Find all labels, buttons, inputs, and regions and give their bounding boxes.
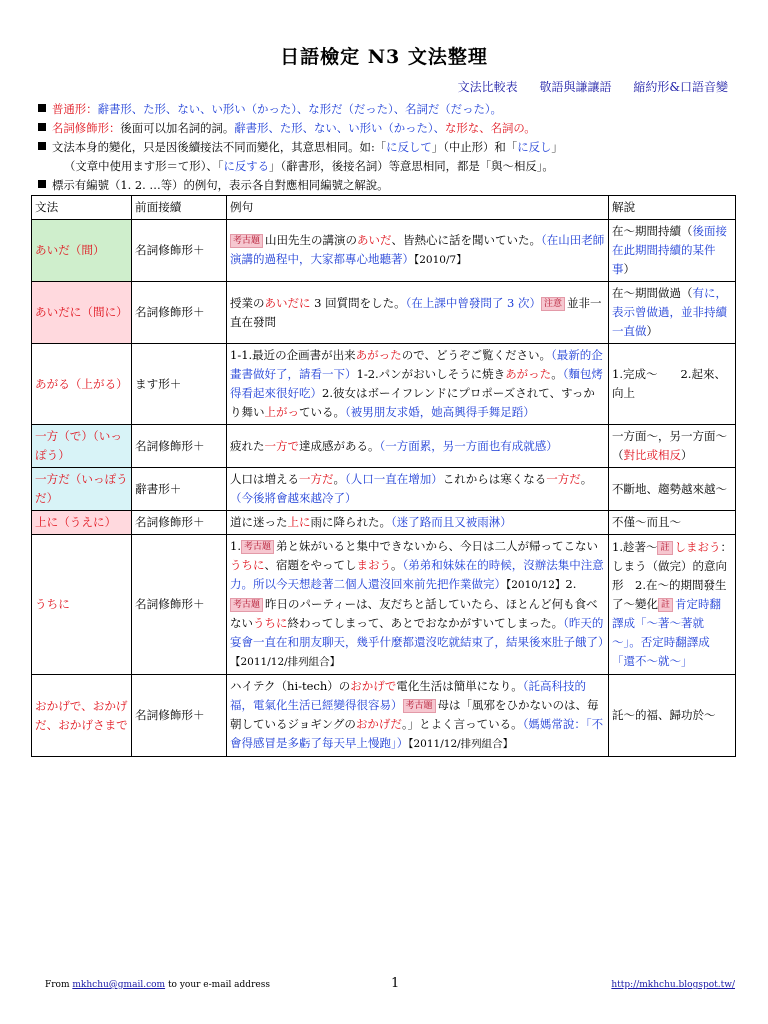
- table-row: [32, 468, 736, 511]
- table-row: [32, 344, 736, 425]
- example-text: 一方だ: [546, 472, 581, 486]
- grammar-cell: おかげで、おかげだ、おかげさまで: [32, 675, 132, 757]
- square-bullet-icon: [38, 123, 46, 131]
- explanation-cell: [609, 425, 736, 468]
- footer-suffix: to your e-mail address: [165, 980, 270, 990]
- explanation-text: ：しまう（做完）的意向形 2.在～的期間發生了～變化: [612, 540, 732, 611]
- example-cell: [227, 535, 609, 675]
- example-text: 並非一直在發問: [230, 295, 602, 329]
- example-text: （迷了路而且又被雨淋）: [391, 515, 512, 529]
- example-cell: [227, 511, 609, 535]
- note-item: [38, 138, 738, 157]
- example-text: 。: [580, 472, 593, 486]
- link-grammar-compare[interactable]: 文法比較表: [457, 80, 518, 94]
- example-text: 疲れた: [230, 438, 265, 453]
- grammar-cell: あいだ（間）: [32, 220, 132, 282]
- note-text: 名詞修飾形：: [52, 121, 121, 135]
- grammar-cell: うちに: [32, 535, 132, 675]
- grammar-cell: 上に（うえに）: [32, 511, 132, 535]
- link-honorifics[interactable]: 敬語與謙讓語: [539, 80, 612, 94]
- example-text: （弟弟和妹妹在的時候，沒辦法集中注意力。所以今天想趁著二個人還沒回來前先把作業做完）: [230, 558, 604, 591]
- note-text: （文章中使用ます形＝て形）、「: [64, 159, 224, 173]
- table-row: [32, 511, 736, 535]
- explanation-cell: [609, 675, 736, 757]
- example-text: 1-1.最近の企画書が出来: [230, 348, 356, 362]
- explanation-text: ）: [681, 448, 693, 462]
- example-cell: [227, 220, 609, 282]
- note-item: [38, 100, 738, 119]
- example-text: 1-2.パンがおいしそうに焼き: [356, 367, 506, 381]
- explanation-text: ）: [623, 262, 635, 276]
- explanation-cell: [609, 220, 736, 282]
- example-text: あがった: [355, 348, 402, 362]
- example-text: 人口は増える: [230, 472, 299, 486]
- note-text: 辭書形、た形、ない、い形い（かった）、: [234, 121, 446, 135]
- example-cell: [227, 468, 609, 511]
- table-row: [32, 282, 736, 344]
- note-text: 後面可以加名詞的詞。: [120, 121, 235, 135]
- table-row: [32, 675, 736, 757]
- example-text: これからは寒くなる: [442, 472, 547, 486]
- label-badge: 考古題: [403, 699, 436, 713]
- table-row: [32, 535, 736, 675]
- label-badge: 注意: [541, 297, 565, 311]
- example-text: まおう: [356, 558, 391, 572]
- note-item: [38, 119, 738, 138]
- explanation-text: 肯定時翻譯成「～著～著就～」。否定時翻譯成「還不～就～」: [612, 597, 722, 668]
- example-text: 一方だ: [299, 472, 334, 486]
- grammar-cell: 一方だ（いっぽうだ）: [32, 468, 132, 511]
- example-text: （在山田老師演講的過程中，大家都專心地聽著）: [230, 233, 605, 266]
- example-text: 2.: [565, 577, 577, 591]
- explanation-cell: [609, 468, 736, 511]
- example-text: 。: [391, 558, 403, 572]
- example-text: おかげだ: [355, 717, 402, 731]
- footer-left: [45, 980, 270, 990]
- example-text: 、皆熱心に話を聞いていた。: [391, 233, 542, 247]
- connection-cell: 辭書形＋: [132, 468, 227, 511]
- square-bullet-icon: [38, 142, 46, 150]
- example-text: （最新的企畫書做好了，請看一下）: [230, 348, 603, 381]
- example-text: （人口一直在增加）: [345, 472, 443, 486]
- explanation-text: 後面接在此期間持續的某件事: [612, 224, 727, 276]
- label-badge: 註: [657, 541, 672, 555]
- example-text: おかげで: [350, 679, 397, 693]
- note-text: 」（辭書形，後接名詞）等意思相同，都是「與～相反」。: [269, 159, 554, 173]
- explanation-cell: [609, 282, 736, 344]
- connection-cell: 名詞修飾形＋: [132, 220, 227, 282]
- explanation-text: 有に，表示曾做過，並非持續一直做: [612, 286, 727, 338]
- grammar-cell: 一方（で）（いっぽう）: [32, 425, 132, 468]
- example-text: 電化生活は簡単になり。: [396, 679, 523, 693]
- label-badge: 考古題: [230, 234, 263, 248]
- grammar-table: [31, 195, 736, 757]
- explanation-text: 不斷地、趨勢越來越～: [612, 481, 727, 496]
- header-connection: 前面接續: [132, 196, 227, 220]
- header-grammar: 文法: [32, 196, 132, 220]
- example-text: （一方面累，另一方面也有成就感）: [379, 438, 558, 453]
- example-text: 。: [551, 367, 563, 381]
- example-cell: [227, 282, 609, 344]
- example-text: 上に: [287, 515, 311, 529]
- note-text: に反する: [223, 159, 270, 173]
- note-text: 辭書形、た形、ない、い形い（かった）、な形だ（だった）、名詞だ（だった）。: [97, 102, 502, 116]
- example-text: うちに: [230, 558, 265, 572]
- example-text: 昨日のパーティーは、友だちと話していたら、ほとんど何も食べない: [230, 597, 598, 630]
- example-text: 。」とよく言っている。: [401, 717, 523, 731]
- example-text: 。: [333, 472, 345, 486]
- explanation-cell: [609, 535, 736, 675]
- table-row: [32, 425, 736, 468]
- example-text: （昨天的宴會一直在和朋友聊天，幾乎什麼都還沒吃就結束了，結果後來肚子餓了）: [230, 616, 610, 649]
- example-text: ハイテク（hi-tech）の: [230, 679, 351, 693]
- footer-url-link[interactable]: http://mkhchu.blogspot.tw/: [611, 980, 735, 990]
- example-text: 3 回質問をした。: [310, 295, 406, 310]
- example-text: 授業の: [230, 295, 265, 310]
- connection-cell: ます形＋: [132, 344, 227, 425]
- example-text: 母は「風邪をひかないのは、毎朝しているジョギングの: [230, 698, 599, 731]
- explanation-text: 不僅～而且～: [612, 515, 681, 529]
- example-text: （託高科技的福，電氣化生活已經變得很容易）: [230, 679, 587, 712]
- example-text: 弟と妹がいると集中できないから、今日は二人が帰ってこない: [276, 539, 598, 553]
- example-text: 達成感がある。: [299, 438, 380, 453]
- grammar-cell: あいだに（間に）: [32, 282, 132, 344]
- example-text: ている。: [299, 405, 345, 419]
- note-text: に反し: [517, 140, 552, 154]
- example-text: （麵包烤得看起來很好吃）: [230, 367, 603, 400]
- note-text: に反して: [386, 140, 432, 154]
- connection-cell: 名詞修飾形＋: [132, 511, 227, 535]
- explanation-text: しまおう: [674, 540, 721, 554]
- footer-email-link[interactable]: mkhchu@gmail.com: [72, 980, 166, 990]
- square-bullet-icon: [38, 104, 46, 112]
- example-text: ので、どうぞご覧ください。: [401, 348, 551, 362]
- page-number: 1: [391, 976, 400, 991]
- explanation-text: 在～期間做過（: [612, 286, 693, 300]
- example-text: あいだ: [357, 233, 392, 247]
- note-item: [38, 157, 738, 176]
- footer-prefix: From: [45, 980, 73, 990]
- example-cell: [227, 425, 609, 468]
- note-item: [38, 176, 738, 195]
- connection-cell: 名詞修飾形＋: [132, 675, 227, 757]
- explanation-text: 1.完成～ 2.起來、向上: [612, 367, 726, 400]
- explanation-text: 對比或相反: [623, 448, 681, 462]
- link-contractions[interactable]: 縮約形&口語音變: [633, 80, 728, 94]
- example-text: 終わってしまって、あとでおなかがすいてしまった。: [287, 616, 564, 630]
- explanation-text: ）: [646, 324, 658, 338]
- square-bullet-icon: [38, 180, 46, 188]
- note-text: 普通形：: [52, 102, 98, 116]
- note-text: 標示有編號（1. 2. …等）的例句，表示各自對應相同編號之解說。: [52, 178, 389, 192]
- example-text: うちに: [253, 616, 288, 630]
- explanation-text: 託～的福、歸功於～: [612, 708, 716, 722]
- label-badge: 註: [658, 598, 673, 612]
- exam-year: 【2011/12/排列組合】: [408, 738, 514, 750]
- exam-year: 【2011/12/排列組合】: [230, 656, 341, 668]
- example-text: 道に迷った: [230, 515, 288, 529]
- example-text: （今後將會越來越冷了）: [230, 491, 357, 505]
- example-text: 、宿題をやってし: [264, 558, 357, 572]
- example-text: 1.: [230, 539, 241, 553]
- exam-year: 【2010/7】: [414, 254, 467, 266]
- header-example: 例句: [227, 196, 609, 220]
- example-text: （媽媽常說：「不會得感冒是多虧了每天早上慢跑」）: [230, 717, 604, 750]
- header-explanation: 解說: [609, 196, 736, 220]
- example-text: 2.彼女はボーイフレンドにプロポーズされて、すっかり舞い: [230, 386, 595, 419]
- example-text: 雨に降られた。: [310, 515, 391, 529]
- note-text: 」: [551, 140, 563, 154]
- example-text: あがった: [505, 367, 552, 381]
- header-links: [444, 78, 728, 95]
- example-cell: [227, 675, 609, 757]
- explanation-text: 在～期間持續（: [612, 224, 693, 238]
- example-text: 一方で: [264, 438, 299, 453]
- explanation-text: 1.趁著～: [612, 540, 658, 554]
- label-badge: 考古題: [230, 598, 263, 612]
- notes-list: [38, 100, 738, 195]
- note-text: な形な、名詞の。: [445, 121, 536, 135]
- example-cell: [227, 344, 609, 425]
- grammar-cell: あがる（上がる）: [32, 344, 132, 425]
- explanation-cell: [609, 511, 736, 535]
- table-header-row: [32, 196, 736, 220]
- connection-cell: 名詞修飾形＋: [132, 425, 227, 468]
- example-text: あいだに: [264, 295, 311, 310]
- label-badge: 考古題: [241, 540, 274, 554]
- exam-year: 【2010/12】: [506, 579, 566, 591]
- example-text: 山田先生の講演の: [265, 233, 358, 247]
- explanation-cell: [609, 344, 736, 425]
- example-text: （在上課中曾發問了 3 次）: [405, 295, 542, 310]
- table-row: [32, 220, 736, 282]
- connection-cell: 名詞修飾形＋: [132, 535, 227, 675]
- note-text: 」（中止形）和「: [431, 140, 518, 154]
- example-text: （被男朋友求婚，她高興得手舞足蹈）: [345, 405, 535, 419]
- example-text: 上がっ: [264, 405, 299, 419]
- page-title: 日語檢定 N3 文法整理: [280, 46, 488, 68]
- note-text: 文法本身的變化，只是因後續接法不同而變化，其意思相同。如:「: [52, 140, 387, 154]
- explanation-text: 一方面～，另一方面～（: [612, 429, 727, 462]
- connection-cell: 名詞修飾形＋: [132, 282, 227, 344]
